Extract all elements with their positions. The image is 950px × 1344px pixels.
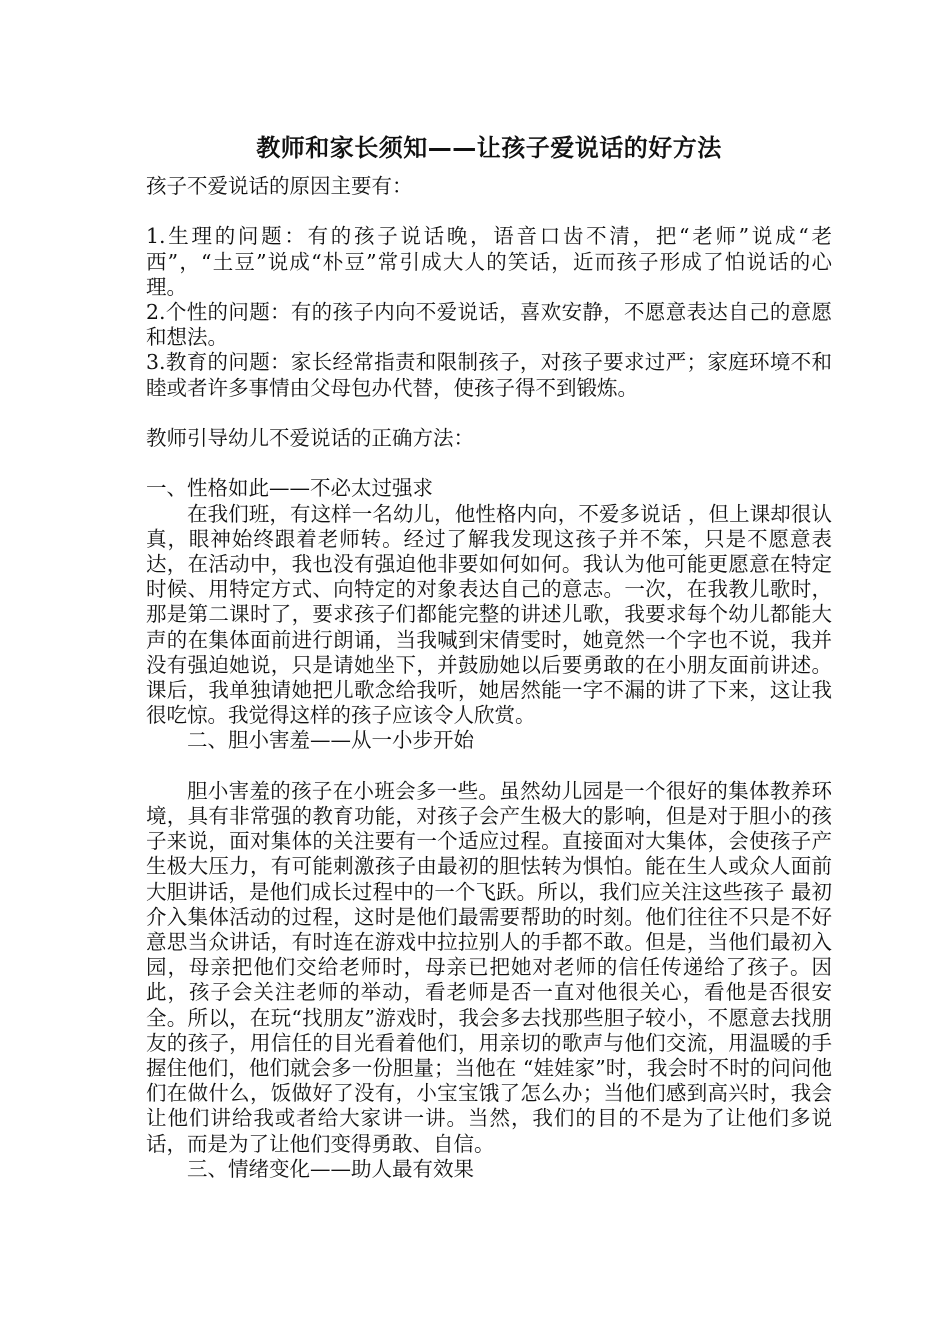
- section-1-heading: 一、性格如此——不必太过强求: [146, 476, 433, 501]
- section-1-body: 在我们班，有这样一名幼儿，他性格内向，不爱多说话 ，但上课却很认真，眼神始终跟着老师转。经过了解我发现这孩子并不笨，只是不愿意表达，在活动中，我也没有强迫他非要如何如何。我认为他可能更愿意在特定时候、用特定方式、向特定的对象表达自己的意志。一次，在我教儿歌时，那是第二课时了，要求孩子们都能完整的讲述儿歌，我要求每个幼儿都能大声的在集体面前进行朗诵，当我喊到宋倩雯时，她竟然一个字也不说，我并没有强迫她说，只是请她坐下，并鼓励她以后要勇敢的在小朋友面前讲述。课后，我单独请她把儿歌念给我听，她居然能一字不漏的讲了下来，这让我很吃惊。我觉得这样的孩子应该令人欣赏。: [146, 501, 832, 728]
- intro-text: 孩子不爱说话的原因主要有：: [146, 174, 413, 198]
- blank-line: [146, 451, 832, 476]
- reason-item-1: 1.生理的问题：有的孩子说话晚，语音口齿不清，把“老师”说成“老西”，“土豆”说成“朴豆”常引成大人的笑话，近而孩子形成了怕说话的心理。: [146, 224, 832, 299]
- reason-item-3: 3.教育的问题：家长经常指责和限制孩子，对孩子要求过严；家庭环境不和睦或者许多事情由父母包办代替，使孩子得不到锻炼。: [146, 350, 832, 400]
- methods-intro-text: 教师引导幼儿不爱说话的正确方法：: [146, 426, 474, 450]
- document-title: 教师和家长须知——让孩子爱说话的好方法: [256, 134, 722, 162]
- reason-item-2: 2.个性的问题：有的孩子内向不爱说话，喜欢安静，不愿意表达自己的意愿和想法。: [146, 300, 832, 350]
- section-2-heading: 二、胆小害羞——从一小步开始: [187, 728, 474, 753]
- section-2-body: 胆小害羞的孩子在小班会多一些。虽然幼儿园是一个很好的集体教养环境，具有非常强的教育功能，对孩子会产生极大的影响，但是对于胆小的孩子来说，面对集体的关注要有一个适应过程。直接面对大集体，会使孩子产生极大压力，有可能刺激孩子由最初的胆怯转为惧怕。能在生人或众人面前大胆讲话，是他们成长过程中的一个飞跃。所以，我们应关注这些孩子 最初介入集体活动的过程，这时是他们最需要帮助的时刻。他们往往不只是不好意思当众讲话，有时连在游戏中拉拉别人的手都不敢。但是，当他们最初入园，母亲把他们交给老师时，母亲已把她对老师的信任传递给了孩子。因此，孩子会关注老师的举动，看老师是否一直对他很关心，看他是否很安全。所以，在玩“找朋友”游戏时，我会多去找那些胆子较小，不愿意去找朋友的孩子，用信任的目光看着他们，用亲切的歌声与他们交流，用温暖的手握住他们，他们就会多一份胆量；当他在 “娃娃家”时，我会时不时的问问他们在做什么，饭做好了没有，小宝宝饿了怎么办；当他们感到高兴时，我会让他们讲给我或者给大家讲一讲。当然，我们的目的不是为了让他们多说话，而是为了让他们变得勇敢、自信。: [146, 778, 832, 1156]
- section-3-heading: 三、情绪变化——助人最有效果: [187, 1156, 474, 1181]
- blank-line: [146, 754, 832, 779]
- blank-line: [146, 401, 832, 426]
- blank-line: [146, 199, 832, 224]
